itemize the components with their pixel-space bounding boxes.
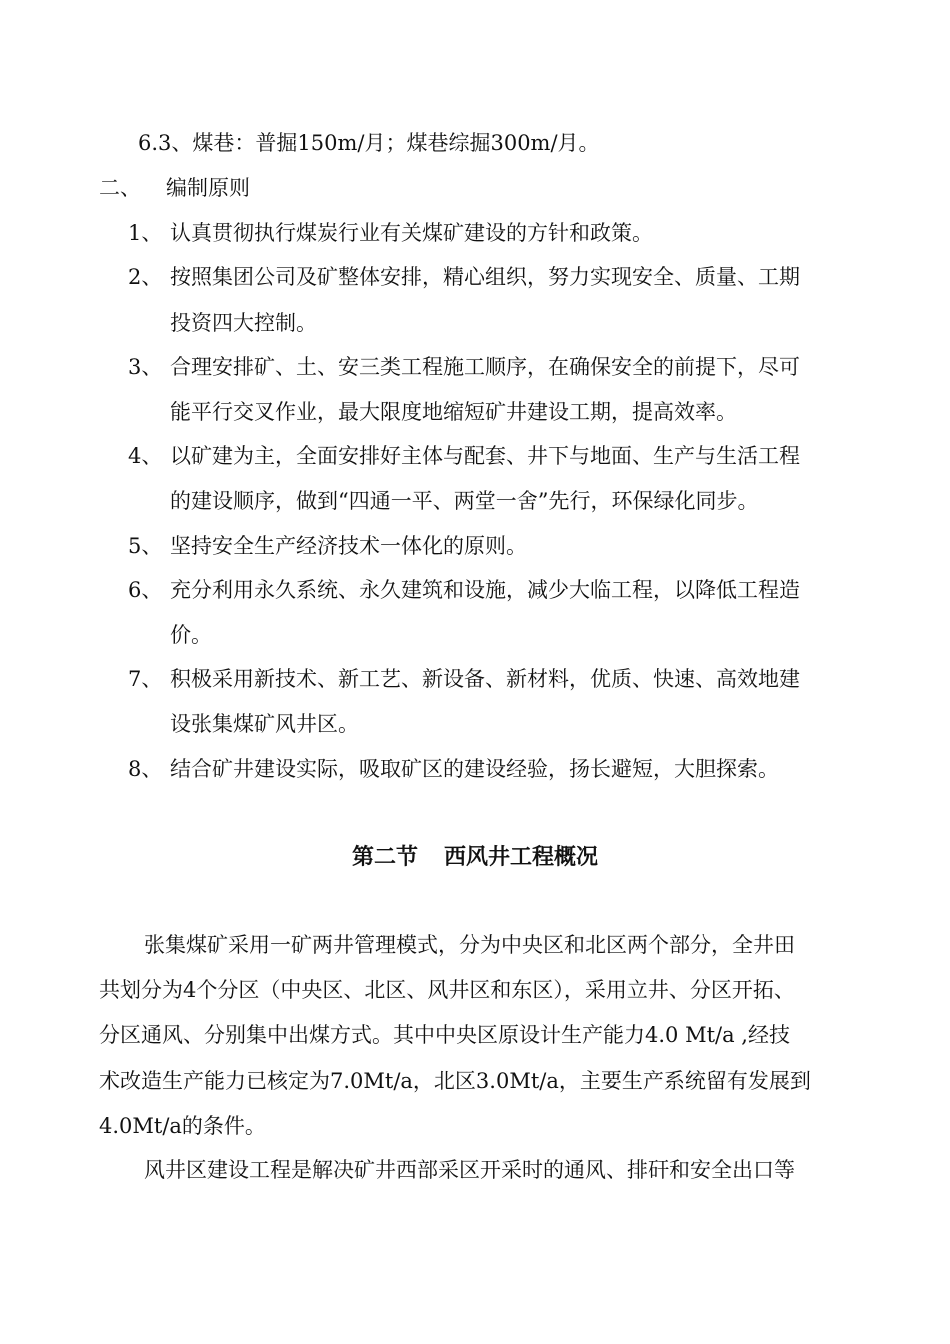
section-two-title: 编制原则 — [166, 176, 250, 200]
section-heading-label: 第二节 — [351, 845, 418, 870]
list-item-number: 8、 — [128, 757, 163, 781]
list-item-text-cont: 设张集煤矿风井区。 — [170, 712, 359, 736]
paragraph-line: 术改造生产能力已核定为7.0Mt/a，北区3.0Mt/a，主要生产系统留有发展到 — [99, 1069, 811, 1093]
list-item-number: 1、 — [128, 221, 163, 245]
progress-item-6-3: 6.3、煤巷：普掘150m/月；煤巷综掘300m/月。 — [138, 131, 600, 155]
list-item-text: 坚持安全生产经济技术一体化的原则。 — [170, 534, 527, 558]
list-item-text: 认真贯彻执行煤炭行业有关煤矿建设的方针和政策。 — [170, 221, 653, 245]
list-item-text: 合理安排矿、土、安三类工程施工顺序，在确保安全的前提下，尽可 — [170, 355, 800, 379]
list-item-text-cont: 的建设顺序，做到“四通一平、两堂一舍”先行，环保绿化同步。 — [170, 489, 759, 513]
paragraph-line: 4.0Mt/a的条件。 — [99, 1114, 266, 1138]
list-item-number: 7、 — [128, 667, 163, 691]
section-heading-title: 西风井工程概况 — [444, 845, 599, 870]
list-item-number: 3、 — [128, 355, 163, 379]
list-item-number: 2、 — [128, 265, 163, 289]
list-item-text: 按照集团公司及矿整体安排，精心组织，努力实现安全、质量、工期 — [170, 265, 800, 289]
list-item-number: 5、 — [128, 534, 163, 558]
list-item-number: 6、 — [128, 578, 163, 602]
paragraph-line: 张集煤矿采用一矿两井管理模式，分为中央区和北区两个部分，全井田 — [144, 933, 795, 957]
list-item-text-cont: 能平行交叉作业，最大限度地缩短矿井建设工期，提高效率。 — [170, 400, 737, 424]
list-item-text-cont: 投资四大控制。 — [170, 311, 317, 335]
list-item-text: 结合矿井建设实际，吸取矿区的建设经验，扬长避短，大胆探索。 — [170, 757, 779, 781]
list-item-text: 积极采用新技术、新工艺、新设备、新材料，优质、快速、高效地建 — [170, 667, 800, 691]
section-two-number: 二、 — [99, 176, 141, 200]
paragraph-line: 分区通风、分别集中出煤方式。其中中央区原设计生产能力4.0 Mt/a ,经技 — [99, 1023, 790, 1047]
list-item-text: 充分利用永久系统、永久建筑和设施，减少大临工程，以降低工程造 — [170, 578, 800, 602]
paragraph-line: 风井区建设工程是解决矿井西部采区开采时的通风、排矸和安全出口等 — [144, 1158, 795, 1182]
paragraph-line: 共划分为4个分区（中央区、北区、风井区和东区），采用立井、分区开拓、 — [99, 978, 795, 1002]
list-item-text: 以矿建为主，全面安排好主体与配套、井下与地面、生产与生活工程 — [170, 444, 800, 468]
list-item-number: 4、 — [128, 444, 163, 468]
list-item-text-cont: 价。 — [170, 623, 212, 647]
section-heading — [0, 842, 950, 874]
